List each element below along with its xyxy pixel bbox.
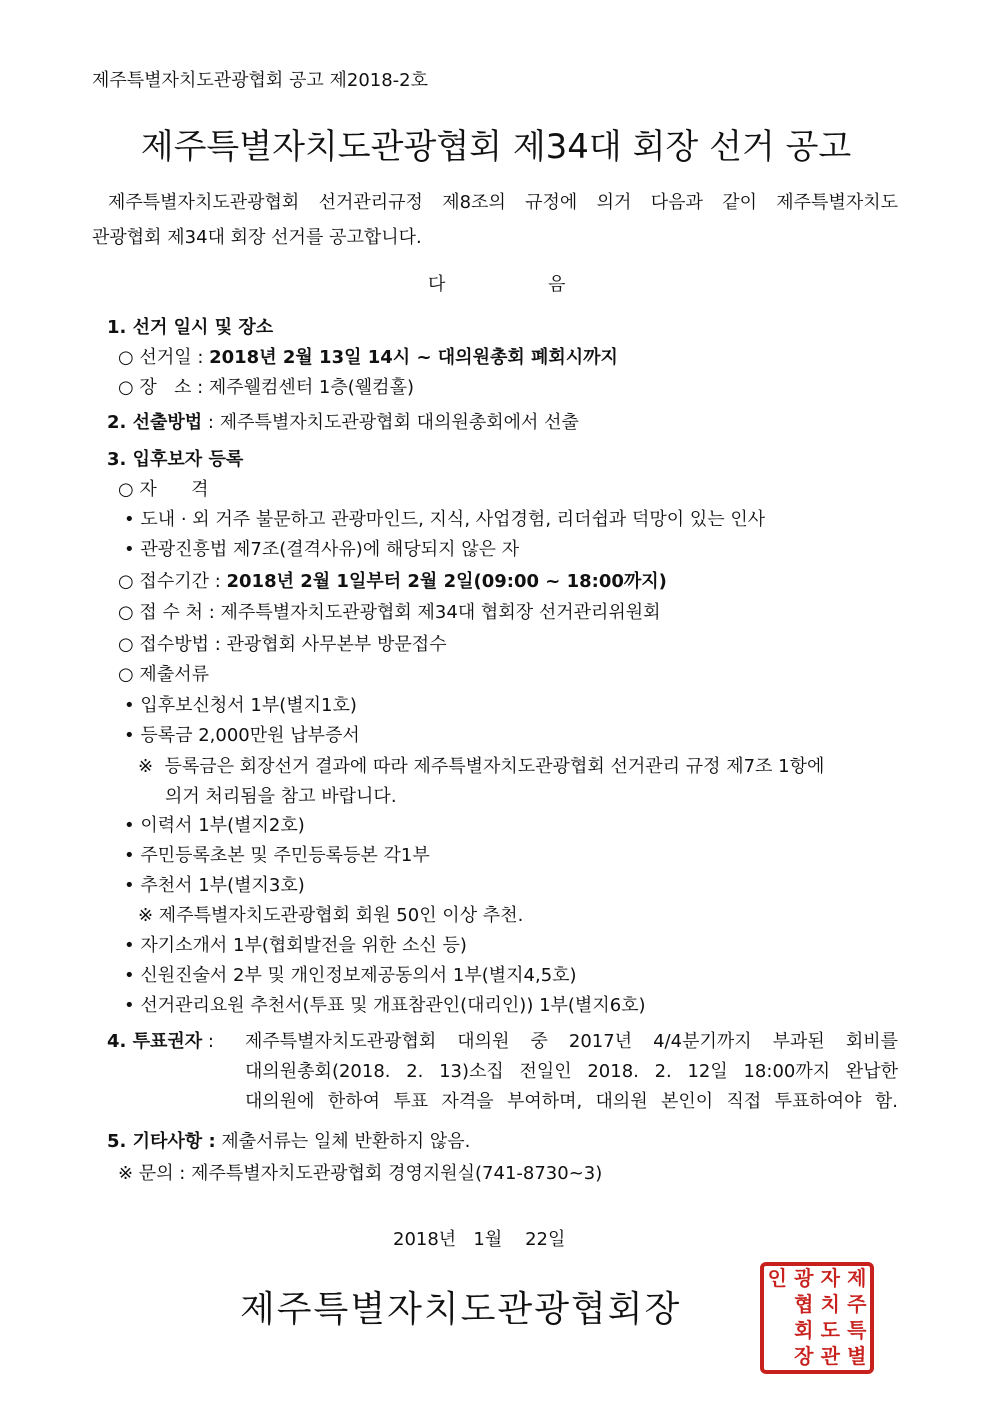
intro-line-1: 제주특별자치도관광협회 선거관리규정 제8조의 규정에 의거 다음과 같이 제주특별자치도	[108, 192, 898, 213]
announcement-date: 2018년 1월 22일	[393, 1229, 566, 1250]
qualification-item: • 도내 · 외 거주 불문하고 관광마인드, 지식, 사업경험, 리더쉽과 덕망이 있는 인사	[124, 509, 766, 530]
election-date-value: 2018년 2월 13일 14시 ~ 대의원총회 폐회시까지	[209, 347, 618, 368]
qualification-label: ○ 자 격	[118, 479, 209, 500]
seal-glyph: 장	[794, 1344, 814, 1368]
eum-heading: 음	[548, 274, 566, 295]
seal-glyph: 주	[847, 1292, 867, 1316]
reception-office: ○ 접 수 처 : 제주특별자치도관광협회 제34대 협회장 선거관리위원회	[118, 602, 661, 623]
document-item: • 자기소개서 1부(협회발전을 위한 소신 등)	[124, 935, 467, 956]
section-2-text: : 제주특별자치도관광협회 대의원총회에서 선출	[202, 412, 579, 433]
seal-glyph: 제	[847, 1266, 867, 1290]
section-4-heading: 4. 투표권자	[107, 1031, 203, 1052]
seal-glyph: 특	[847, 1318, 867, 1342]
document-item: • 신원진술서 2부 및 개인정보제공동의서 1부(별지4,5호)	[124, 965, 577, 986]
seal-glyph	[764, 1292, 791, 1318]
section-1-heading: 1. 선거 일시 및 장소	[107, 317, 274, 338]
document-item: • 주민등록초본 및 주민등록등본 각1부	[124, 845, 430, 866]
election-date	[118, 347, 618, 369]
seal-glyph	[764, 1318, 791, 1344]
seal-glyph: 협	[794, 1292, 814, 1316]
reception-period-label: ○ 접수기간 :	[118, 571, 227, 592]
seal-glyph	[764, 1344, 791, 1370]
section-5-text: 제출서류는 일체 반환하지 않음.	[215, 1131, 471, 1152]
document-item: • 이력서 1부(별지2호)	[124, 815, 305, 836]
seal-glyph: 회	[794, 1318, 814, 1342]
seal-glyph: 도	[820, 1318, 840, 1342]
section-4-line-2: 대의원총회(2018. 2. 13)소집 전일인 2018. 2. 12일 18:00까지 완납한	[245, 1061, 898, 1082]
documents-label: ○ 제출서류	[118, 664, 209, 685]
qualification-item: • 관광진흥법 제7조(결격사유)에 해당되지 않은 자	[124, 539, 520, 560]
section-3-heading: 3. 입후보자 등록	[107, 449, 244, 470]
section-4-line-3: 대의원에 한하여 투표 자격을 부여하며, 대의원 본인이 직접 투표하여야 함.	[245, 1091, 898, 1112]
section-4-line-1: 제주특별자치도관광협회 대의원 중 2017년 4/4분기까지 부과된 회비를	[245, 1031, 898, 1052]
seal-glyph: 관	[820, 1344, 840, 1368]
reception-method: ○ 접수방법 : 관광협회 사무본부 방문접수	[118, 634, 447, 655]
seal-glyph: 자	[820, 1266, 840, 1290]
election-date-label: ○ 선거일 :	[118, 347, 210, 368]
contact-line: ※ 문의 : 제주특별자치도관광협회 경영지원실(741-8730~3)	[118, 1163, 603, 1184]
seal-glyph: 별	[847, 1344, 867, 1368]
section-2	[107, 412, 579, 434]
section-5	[107, 1131, 470, 1153]
colon: :	[202, 1031, 214, 1052]
intro-line-2: 관광협회 제34대 회장 선거를 공고합니다.	[92, 227, 422, 248]
reception-period	[118, 571, 667, 593]
seal-glyph: 광	[794, 1266, 814, 1290]
election-place: ○ 장 소 : 제주웰컴센터 1층(웰컴홀)	[118, 377, 414, 398]
document-item: • 선거관리요원 추천서(투표 및 개표참관인(대리인)) 1부(별지6호)	[124, 995, 646, 1016]
reception-period-value: 2018년 2월 1일부터 2월 2일(09:00 ~ 18:00까지)	[226, 571, 667, 592]
document-item: • 추천서 1부(별지3호)	[124, 875, 305, 896]
page-title: 제주특별자치도관광협회 제34대 회장 선거 공고	[140, 127, 852, 167]
note-line: ※ 제주특별자치도관광협회 회원 50인 이상 추천.	[138, 905, 524, 926]
document-item: • 입후보신청서 1부(별지1호)	[124, 695, 357, 716]
note-line: ※ 등록금은 회장선거 결과에 따라 제주특별자치도관광협회 선거관리 규정 제7조 1항에	[138, 756, 825, 777]
seal-glyph: 치	[820, 1292, 840, 1316]
section-2-heading: 2. 선출방법	[107, 412, 203, 433]
document-number: 제주특별자치도관광협회 공고 제2018-2호	[92, 70, 429, 91]
official-seal	[760, 1262, 874, 1374]
note-line: 의거 처리됨을 참고 바랍니다.	[165, 786, 397, 807]
section-4	[107, 1031, 214, 1053]
section-5-heading: 5. 기타사항 :	[107, 1131, 216, 1152]
seal-glyph: 인	[767, 1266, 787, 1290]
da-heading: 다	[428, 274, 446, 295]
document-item: • 등록금 2,000만원 납부증서	[124, 725, 360, 746]
signature-name: 제주특별자치도관광협회장	[240, 1289, 682, 1330]
